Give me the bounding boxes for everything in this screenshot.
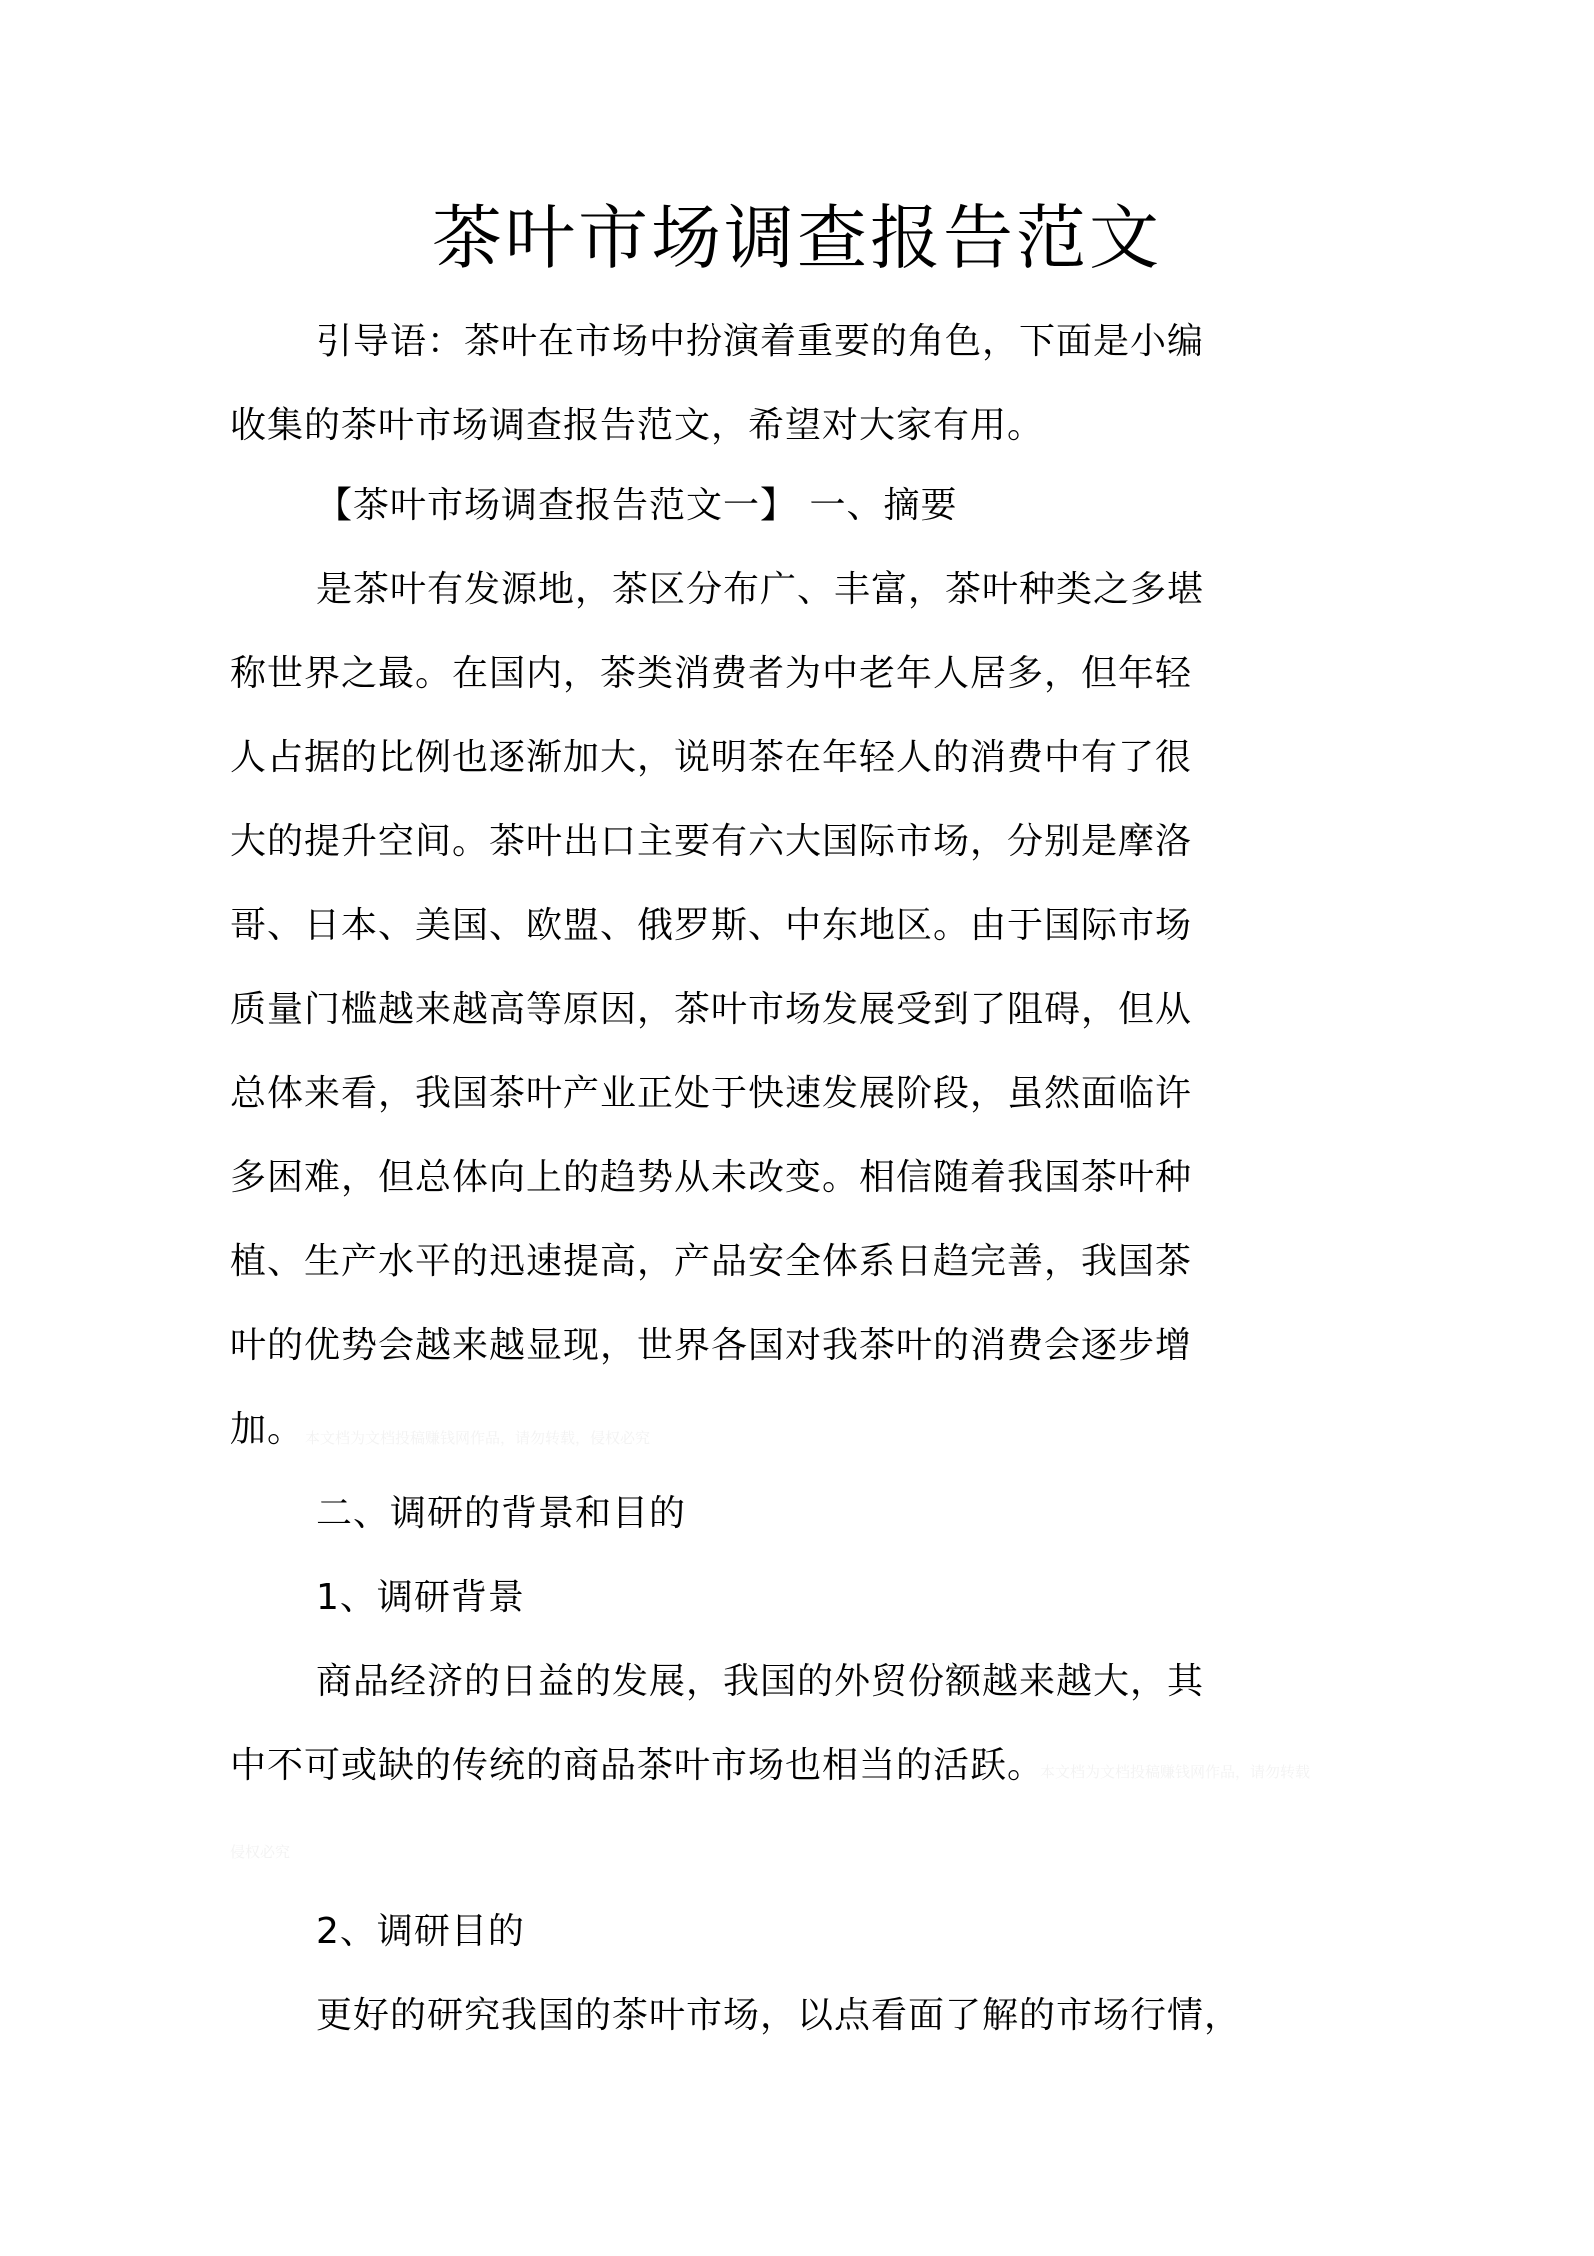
abstract-line-1: 是茶叶有发源地，茶区分布广、丰富，茶叶种类之多堪	[316, 569, 1205, 610]
abstract-line-6: 质量门槛越来越高等原因，茶叶市场发展受到了阻碍，但从	[230, 989, 1193, 1030]
watermark-1: 本文档为文档投稿赚钱网作品，请勿转载，侵权必究	[305, 1429, 651, 1447]
abstract-line-8: 多困难，但总体向上的趋势从未改变。相信随着我国茶叶种	[230, 1157, 1193, 1198]
watermark-2: 本文档为文档投稿赚钱网作品，请勿转载	[1040, 1763, 1311, 1781]
purpose-heading: 2、调研目的	[316, 1911, 525, 1952]
background-line-2: 中不可或缺的传统的商品茶叶市场也相当的活跃。	[230, 1745, 1045, 1786]
section-two-heading: 二、调研的背景和目的	[316, 1493, 687, 1534]
abstract-line-4: 大的提升空间。茶叶出口主要有六大国际市场，分别是摩洛	[230, 821, 1193, 862]
abstract-line-7: 总体来看，我国茶叶产业正处于快速发展阶段，虽然面临许	[230, 1073, 1193, 1114]
abstract-line-5: 哥、日本、美国、欧盟、俄罗斯、中东地区。由于国际市场	[230, 905, 1193, 946]
abstract-line-2: 称世界之最。在国内，茶类消费者为中老年人居多，但年轻	[230, 653, 1193, 694]
abstract-line-3: 人占据的比例也逐渐加大，说明茶在年轻人的消费中有了很	[230, 737, 1193, 778]
intro-line-2: 收集的茶叶市场调查报告范文，希望对大家有用。	[230, 405, 1045, 446]
section-one-heading: 【茶叶市场调查报告范文一】 一、摘要	[316, 485, 958, 526]
watermark-3: 侵权必究	[230, 1843, 291, 1861]
background-heading: 1、调研背景	[316, 1577, 525, 1618]
abstract-line-10: 叶的优势会越来越显现，世界各国对我茶叶的消费会逐步增	[230, 1325, 1193, 1366]
intro-line-1: 引导语：茶叶在市场中扮演着重要的角色，下面是小编	[316, 321, 1205, 362]
purpose-line-1: 更好的研究我国的茶叶市场，以点看面了解的市场行情，	[316, 1995, 1242, 2036]
abstract-line-9: 植、生产水平的迅速提高，产品安全体系日趋完善，我国茶	[230, 1241, 1193, 1282]
document-title: 茶叶市场调查报告范文	[432, 197, 1162, 279]
abstract-line-11: 加。	[230, 1409, 305, 1450]
background-line-1: 商品经济的日益的发展，我国的外贸份额越来越大，其	[316, 1661, 1205, 1702]
